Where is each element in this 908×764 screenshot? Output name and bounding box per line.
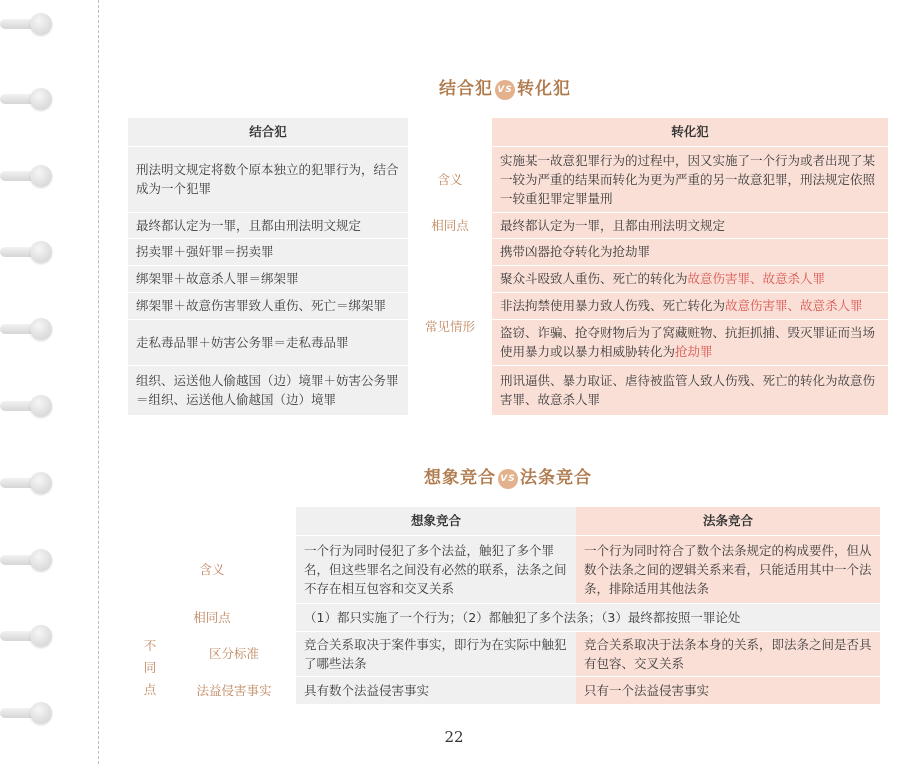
meaning-combination: 刑法明文规定将数个原本独立的犯罪行为，结合成为一个犯罪 [128, 146, 408, 212]
combination-vs-transformation-table [128, 118, 888, 416]
row-label-common: 常见情形 [408, 238, 492, 415]
row-label-same: 相同点 [128, 603, 296, 631]
meaning-imaginative: 一个行为同时侵犯了多个法益，触犯了多个罪名，但这些罪名之间没有必然的联系，法条之间不存在相互包容和交叉关系 [296, 535, 576, 603]
binder-ring [0, 625, 54, 647]
case-combination-2: 绑架罪＋故意杀人罪＝绑架罪 [128, 265, 408, 292]
vs-badge: VS [498, 469, 518, 489]
header-combination: 结合犯 [128, 118, 408, 146]
meaning-transformation: 实施某一故意犯罪行为的过程中，因又实施了一个行为或者出现了某一较为严重的结果而转化为更为严重的另一故意犯罪，刑法规定依照一较重犯罪定罪量刑 [492, 146, 888, 212]
criterion-imaginative: 竞合关系取决于案件事实，即行为在实际中触犯了哪些法条 [296, 631, 576, 676]
binder-dashed-line [98, 0, 99, 764]
harm-imaginative: 具有数个法益侵害事实 [296, 676, 576, 704]
case-transformation-3: 非法拘禁使用暴力致人伤残、死亡转化为故意伤害罪、故意杀人罪 [492, 292, 888, 319]
same-both: （1）都只实施了一个行为；（2）都触犯了多个法条；（3）最终都按照一罪论处 [296, 603, 880, 631]
case-transformation-2: 聚众斗殴致人重伤、死亡的转化为故意伤害罪、故意杀人罪 [492, 265, 888, 292]
case-transformation-5: 刑讯逼供、暴力取证、虐待被监管人致人伤残、死亡的转化为故意伤害罪、故意杀人罪 [492, 365, 888, 415]
section1-title-right: 转化犯 [517, 79, 571, 99]
row-label-meaning: 含义 [408, 146, 492, 212]
header-imaginative: 想象竞合 [296, 507, 576, 535]
binder-ring [0, 165, 54, 187]
binder-ring [0, 395, 54, 417]
binder-ring [0, 13, 54, 35]
row-label-diff: 不同点 [128, 631, 172, 704]
case-combination-5: 组织、运送他人偷越国（边）境罪＋妨害公务罪＝组织、运送他人偷越国（边）境罪 [128, 365, 408, 415]
case-transformation-4: 盗窃、诈骗、抢夺财物后为了窝藏赃物、抗拒抓捕、毁灭罪证而当场使用暴力或以暴力相威胁转化为抢劫罪 [492, 319, 888, 365]
binder-ring [0, 241, 54, 263]
binder-rings [0, 0, 70, 764]
header-transformation: 转化犯 [492, 118, 888, 146]
section2-title-left: 想象竞合 [424, 468, 496, 488]
binder-ring [0, 549, 54, 571]
section1-title-left: 结合犯 [439, 79, 493, 99]
case-combination-3: 绑架罪＋故意伤害罪致人重伤、死亡＝绑架罪 [128, 292, 408, 319]
same-transformation: 最终都认定为一罪，且都由刑法明文规定 [492, 212, 888, 238]
row-label-harm: 法益侵害事实 [172, 676, 296, 704]
section1-title [439, 74, 571, 100]
case-transformation-1: 携带凶器抢夺转化为抢劫罪 [492, 238, 888, 265]
same-combination: 最终都认定为一罪，且都由刑法明文规定 [128, 212, 408, 238]
vs-badge: VS [495, 80, 515, 100]
section2-title [424, 463, 592, 489]
binder-ring [0, 318, 54, 340]
page-number: 22 [444, 728, 464, 746]
binder-ring [0, 472, 54, 494]
harm-statutory: 只有一个法益侵害事实 [576, 676, 880, 704]
row-label-meaning: 含义 [128, 535, 296, 603]
header-statutory: 法条竞合 [576, 507, 880, 535]
binder-ring [0, 88, 54, 110]
meaning-statutory: 一个行为同时符合了数个法条规定的构成要件，但从数个法条之间的逻辑关系来看，只能适用其中一个法条，排除适用其他法条 [576, 535, 880, 603]
criterion-statutory: 竞合关系取决于法条本身的关系，即法条之间是否具有包容、交叉关系 [576, 631, 880, 676]
case-combination-1: 拐卖罪＋强奸罪＝拐卖罪 [128, 238, 408, 265]
case-combination-4: 走私毒品罪＋妨害公务罪＝走私毒品罪 [128, 319, 408, 365]
row-label-same: 相同点 [408, 212, 492, 238]
imaginative-vs-statutory-table [128, 507, 880, 705]
section2-title-right: 法条竞合 [520, 468, 592, 488]
binder-ring [0, 702, 54, 724]
row-label-criterion: 区分标准 [172, 631, 296, 676]
